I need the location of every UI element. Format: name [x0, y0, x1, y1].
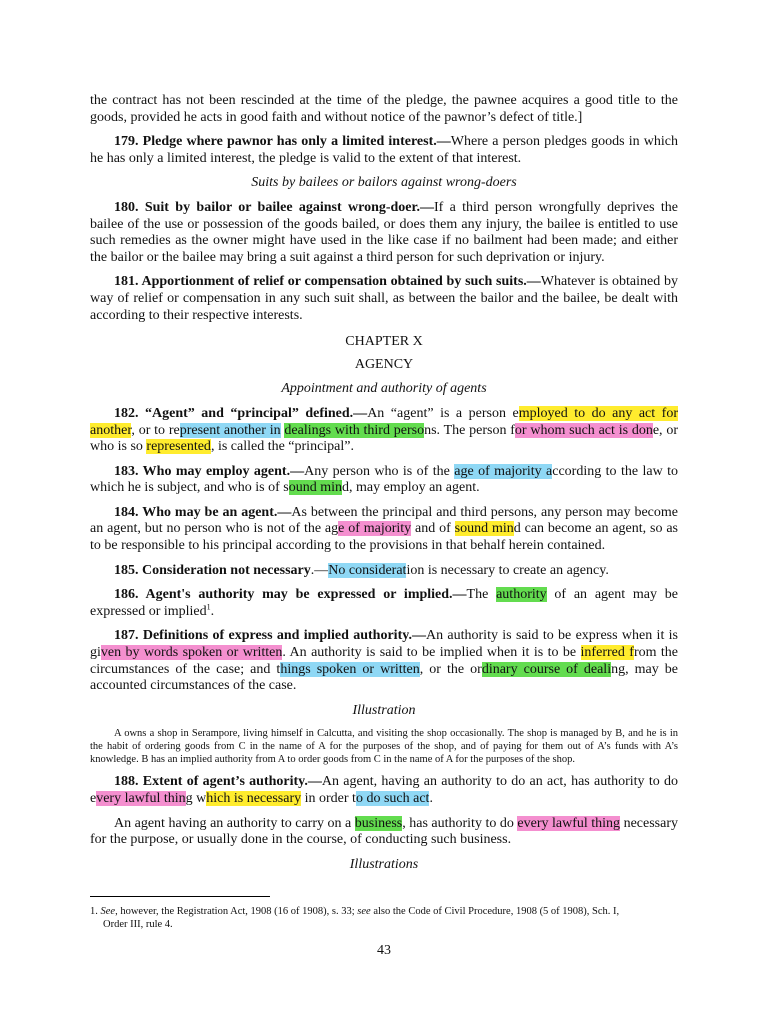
highlight-green: business	[354, 815, 403, 831]
highlight-pink: very lawful thin	[96, 791, 186, 806]
section-182: 182. “Agent” and “principal” defined.—An “agent” is a person employed to do any act for another, or to represent another in dealings with third persons. The person for whom such act is done, or who is so represented, is called the “principal”.	[90, 405, 679, 455]
section-heading: 187. Definitions of express and implied authority.—	[114, 628, 426, 644]
footnote	[90, 905, 678, 931]
highlight-green: dinary course of deali	[481, 661, 612, 677]
chapter-title: CHAPTER X	[345, 334, 423, 350]
section-186: 186. Agent's authority may be expressed or implied.—The authority of an agent may be expressed or implied$^1$.	[90, 587, 679, 619]
section-heading: 185. Consideration not necessary	[114, 562, 311, 578]
section-181: 181. Apportionment of relief or compensation obtained by such suits.—Whatever is obtained by way of relief or compensation in any such suit shall, as between the bailor and the bailee, be dealt with according to their respective interests.	[90, 274, 678, 323]
highlight-blue: hings spoken or written	[280, 661, 420, 677]
highlight-yellow: inferred f	[580, 645, 634, 661]
section-heading: 181. Apportionment of relief or compensation obtained by such suits.—	[114, 274, 541, 290]
highlight-yellow: sound min	[454, 521, 514, 537]
illustrations-label: Illustrations	[349, 856, 419, 872]
illustration-label: Illustration	[352, 702, 416, 718]
page-number: 43	[377, 943, 391, 958]
section-heading: 183. Who may employ agent.—	[114, 463, 305, 479]
section-179: 179. Pledge where pawnor has only a limited interest.—Where a person pledges goods in which he has only a limited interest, the pledge is valid to the extent of that interest.	[90, 134, 678, 166]
highlight-green: authority	[496, 587, 547, 603]
footnote-line-2: Order III, rule 4.	[103, 919, 173, 930]
section-185: 185. Consideration not necessary.—No consideration is necessary to create an agency.	[114, 562, 609, 578]
section-183: 183. Who may employ agent.—Any person who is of the age of majority according to the law to which he is subject, and who is of sound mind, may employ an agent.	[90, 463, 678, 496]
highlight-yellow: represented	[146, 439, 211, 455]
highlight-blue: age of majority a	[454, 463, 553, 479]
highlight-blue: present another in	[179, 422, 281, 438]
highlight-blue: o do such act	[355, 791, 430, 806]
highlight-pink: ven by words spoken or written	[100, 645, 283, 661]
section-heading: 186. Agent's authority may be expressed or implied.—	[114, 587, 467, 603]
highlight-green: dealings with third perso	[284, 422, 425, 438]
subheading-suits: Suits by bailees or bailors against wrong-doers	[251, 175, 517, 191]
section-188: 188. Extent of agent’s authority.—An agent, having an authority to do an act, has authority to do every lawful thing which is necessary in order to do such act.	[90, 774, 678, 806]
highlight-pink: every lawful thing	[517, 815, 621, 831]
page-body	[90, 93, 678, 873]
agency-title: AGENCY	[354, 356, 414, 372]
section-180: 180. Suit by bailor or bailee against wrong-doer.—If a third person wrongfully deprives the bailee of the use or possession of the goods bailed, or does them any injury, the bailee is entitled to use such remedies as the owner might have used in the like case if no bailment had been made; and either the bailor or the bailee may bring a suit against a third person for such deprivation or injury.	[90, 199, 678, 265]
section-heading: 184. Who may be an agent.—	[114, 504, 292, 520]
section-heading: 180. Suit by bailor or bailee against wrong-doer.—	[114, 199, 434, 215]
section-heading: 179. Pledge where pawnor has only a limited interest.—	[114, 134, 451, 150]
subheading-appointment: Appointment and authority of agents	[281, 381, 487, 397]
section-heading: 188. Extent of agent’s authority.—	[114, 774, 322, 790]
highlight-pink: e of majority	[338, 521, 412, 537]
highlight-yellow: mployed to do any act for another	[90, 405, 678, 438]
footnote-line-1: 1. See, however, the Registration Act, 1908 (16 of 1908), s. 33; see also the Code of Civil Procedure, 1908 (5 of 1908), Sch. I,	[90, 906, 620, 917]
section-heading: 182. “Agent” and “principal” defined.—	[114, 405, 368, 421]
section-187: 187. Definitions of express and implied authority.—An authority is said to be express when it is given by words spoken or written. An authority is said to be implied when it is to be inferred from the circumstances of the case; and things spoken or written, or the ordinary course of dealing, may be accounted circumstances of the case.	[90, 628, 679, 694]
footnote-divider	[90, 896, 270, 897]
highlight-blue: No considerat	[328, 562, 407, 578]
highlight-pink: or whom such act is don	[514, 422, 653, 438]
highlight-green: ound min	[288, 480, 342, 496]
section-188-paragraph-2: An agent having an authority to carry on a business, has authority to do every lawful thing necessary for the purpose, or usually done in the course, of conducting such business.	[90, 815, 678, 848]
illustration-text: A owns a shop in Serampore, living himself in Calcutta, and visiting the shop occasionally. The shop is managed by B, and he is in the habit of ordering goods from C in the name of A for the purposes of the shop, and of paying for them out of A’s funds with A’s knowledge. B has an implied authority from A to order goods from C in the name of A for the purposes of the shop.	[90, 728, 678, 766]
paragraph-intro: the contract has not been rescinded at the time of the pledge, the pawnee acquires a good title to the goods, provided he acts in good faith and without notice of the pawnor’s defect of title.]	[90, 93, 678, 125]
section-184: 184. Who may be an agent.—As between the principal and third persons, any person may become an agent, but no person who is not of the age of majority and of sound mind can become an agent, so as to be responsible to his principal according to the provisions in that behalf herein contained.	[90, 504, 678, 554]
footnote-marker[interactable]: 1	[206, 602, 211, 612]
highlight-yellow: hich is necessary	[206, 791, 302, 806]
